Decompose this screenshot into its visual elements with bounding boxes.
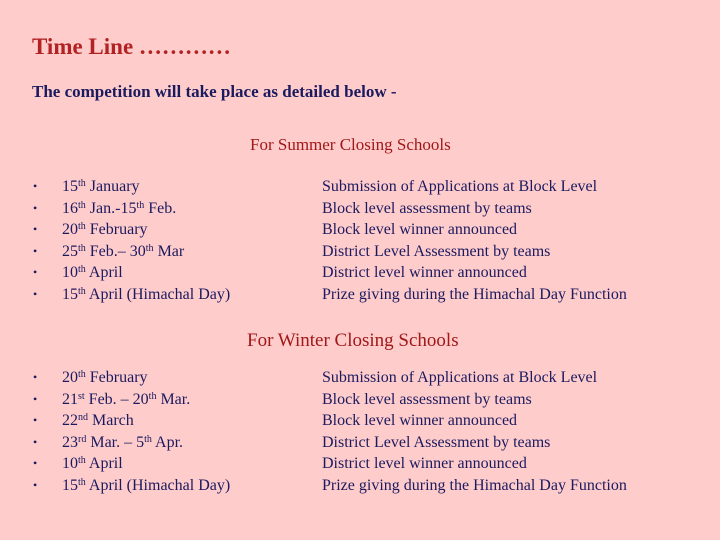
date-ordinal-suffix: th: [78, 369, 86, 380]
timeline-row: [0, 176, 720, 198]
date-text: February: [85, 369, 148, 386]
timeline-date: [62, 284, 230, 306]
date-text: Mar. – 5: [86, 433, 145, 451]
date-text: 15: [62, 476, 78, 494]
timeline-activity: Block level assessment by teams: [322, 199, 532, 217]
date-ordinal-suffix: th: [145, 242, 154, 254]
date-text: February: [85, 221, 148, 238]
date-text: 15: [62, 285, 78, 303]
date-text: 10: [62, 455, 78, 472]
date-text: 22: [62, 412, 78, 429]
bullet-icon: •: [33, 413, 38, 427]
bullet-icon: •: [33, 222, 38, 236]
timeline-activity: Submission of Applications at Block Level: [322, 369, 598, 386]
timeline-row: [0, 389, 720, 411]
timeline-row: [0, 241, 720, 263]
date-text: 20: [62, 369, 78, 386]
bullet-icon: •: [33, 391, 38, 406]
date-text: 25: [62, 242, 78, 260]
timeline-activity: District Level Assessment by teams: [322, 433, 551, 451]
timeline-date: [62, 262, 123, 284]
winter-timeline-list: [0, 367, 720, 496]
date-text: April (Himachal Day): [85, 285, 231, 303]
timeline-date: [62, 453, 123, 475]
timeline-activity: Block level winner announced: [322, 221, 518, 238]
date-ordinal-suffix: th: [78, 242, 86, 254]
date-ordinal-suffix: th: [78, 221, 86, 232]
winter-section-heading: For Winter Closing Schools: [247, 330, 459, 351]
date-text: March: [88, 412, 134, 429]
date-text: April (Himachal Day): [85, 476, 231, 494]
timeline-date: [62, 367, 148, 389]
date-text: Mar: [153, 242, 185, 260]
date-ordinal-suffix: th: [144, 433, 152, 445]
date-text: 20: [62, 221, 78, 238]
timeline-row: [0, 284, 720, 306]
timeline-date: [62, 176, 140, 198]
timeline-date: [62, 475, 230, 497]
date-text: Jan.-15: [85, 199, 137, 217]
timeline-activity: Prize giving during the Himachal Day Function: [322, 285, 627, 303]
date-ordinal-suffix: th: [78, 264, 86, 275]
date-text: Feb.– 30: [85, 242, 146, 260]
date-text: 23: [62, 433, 78, 451]
timeline-row: [0, 453, 720, 475]
date-ordinal-suffix: th: [148, 390, 157, 402]
bullet-icon: •: [33, 456, 38, 470]
timeline-activity: Block level winner announced: [322, 412, 518, 429]
timeline-activity: District Level Assessment by teams: [322, 242, 551, 260]
timeline-row: [0, 367, 720, 389]
timeline-date: [62, 241, 184, 263]
date-text: Mar.: [156, 390, 191, 408]
bullet-icon: •: [33, 477, 38, 492]
date-ordinal-suffix: nd: [78, 412, 88, 423]
summer-timeline-list: [0, 176, 720, 305]
date-text: January: [85, 178, 140, 195]
date-text: Feb.: [144, 199, 177, 217]
bullet-icon: •: [33, 265, 38, 279]
timeline-date: [62, 410, 134, 432]
timeline-date: [62, 432, 183, 454]
summer-section-heading: For Summer Closing Schools: [250, 135, 451, 154]
timeline-date: [62, 389, 190, 411]
timeline-activity: Submission of Applications at Block Level: [322, 178, 598, 195]
bullet-icon: •: [33, 286, 38, 301]
timeline-row: [0, 262, 720, 284]
date-ordinal-suffix: th: [78, 476, 86, 488]
intro-text: The competition will take place as detailed below -: [32, 82, 397, 101]
timeline-activity: Block level assessment by teams: [322, 390, 532, 408]
date-text: 10: [62, 264, 78, 281]
timeline-row: [0, 219, 720, 241]
timeline-date: [62, 198, 176, 220]
bullet-icon: •: [33, 200, 38, 215]
date-text: Feb. – 20: [84, 390, 149, 408]
timeline-activity: District level winner announced: [322, 264, 527, 281]
page-title: Time Line …………: [32, 34, 231, 59]
date-ordinal-suffix: th: [78, 199, 86, 211]
date-text: April: [85, 264, 123, 281]
bullet-icon: •: [33, 243, 38, 258]
date-ordinal-suffix: th: [78, 285, 86, 297]
timeline-date: [62, 219, 148, 241]
date-ordinal-suffix: th: [136, 199, 145, 211]
date-text: 16: [62, 199, 78, 217]
timeline-row: [0, 432, 720, 454]
timeline-row: [0, 198, 720, 220]
date-text: 21: [62, 390, 78, 408]
bullet-icon: •: [33, 370, 38, 384]
date-ordinal-suffix: th: [78, 455, 86, 466]
date-ordinal-suffix: rd: [78, 433, 87, 445]
date-ordinal-suffix: st: [78, 390, 85, 402]
bullet-icon: •: [33, 434, 38, 449]
timeline-row: [0, 475, 720, 497]
date-text: April: [85, 455, 123, 472]
date-text: 15: [62, 178, 78, 195]
timeline-activity: District level winner announced: [322, 455, 527, 472]
date-text: Apr.: [151, 433, 184, 451]
date-ordinal-suffix: th: [78, 178, 86, 189]
timeline-row: [0, 410, 720, 432]
bullet-icon: •: [33, 179, 38, 193]
timeline-activity: Prize giving during the Himachal Day Function: [322, 476, 627, 494]
